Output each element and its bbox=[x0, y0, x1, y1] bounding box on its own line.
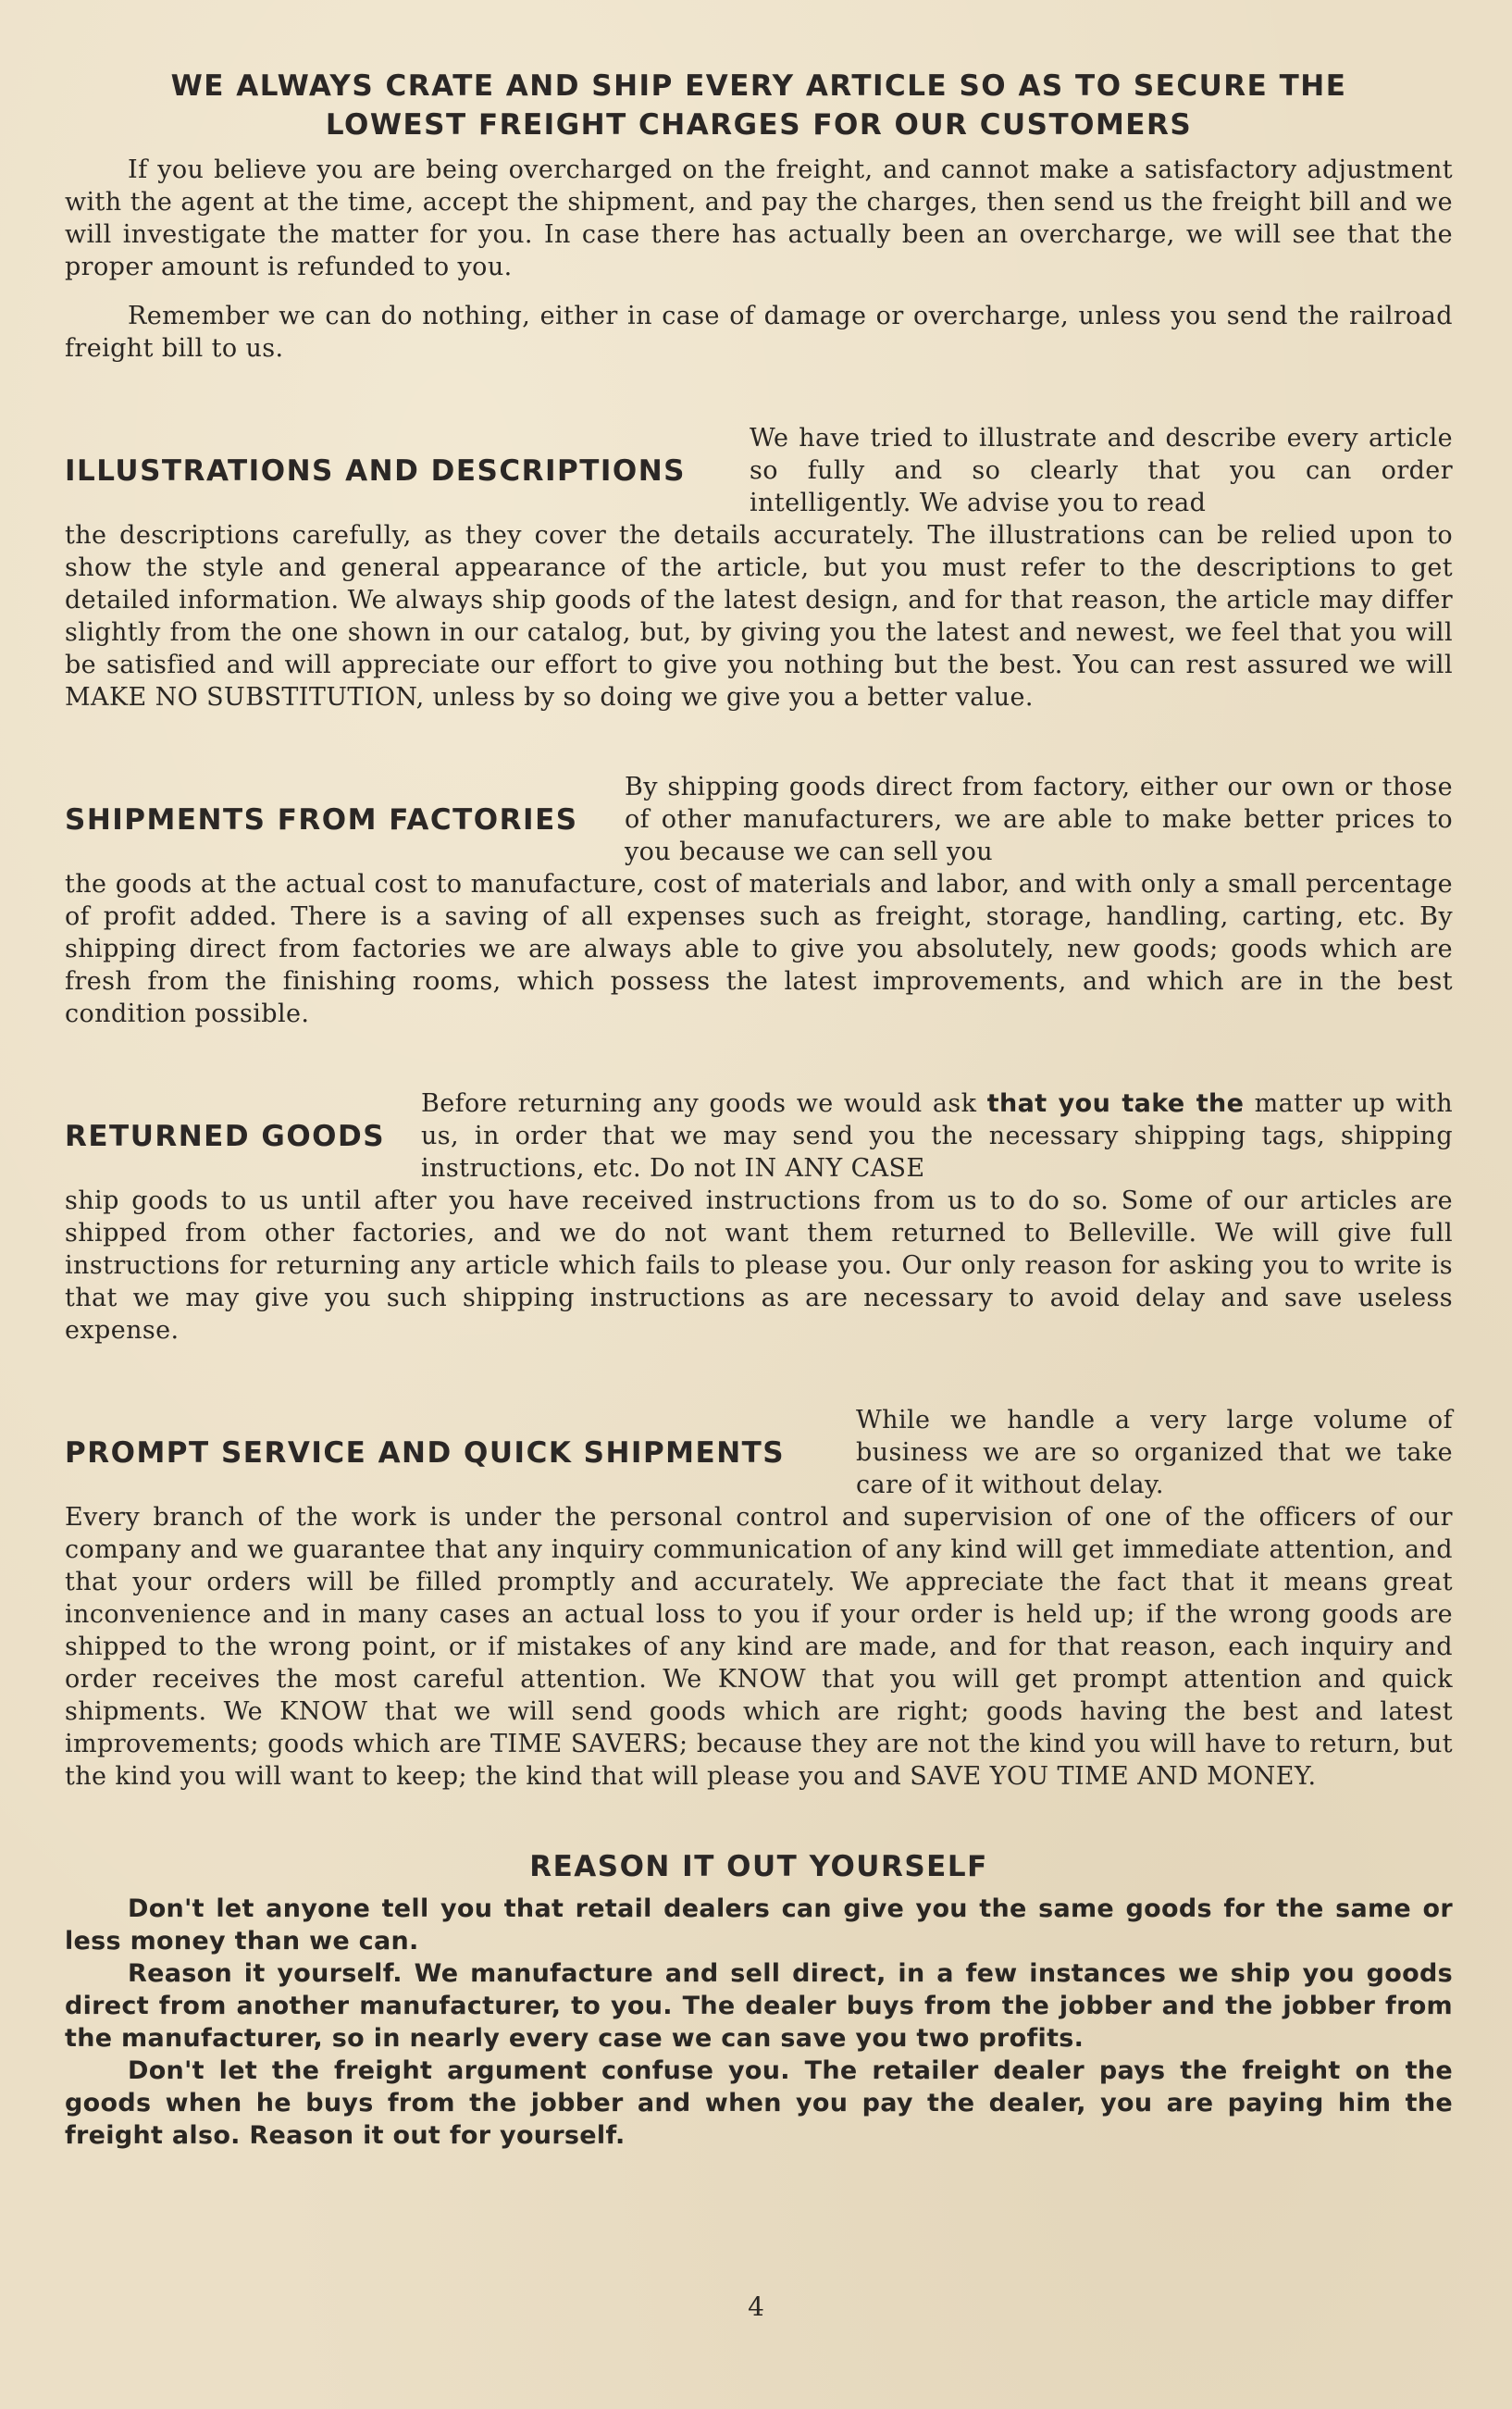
reason-heading: REASON IT OUT YOURSELF bbox=[529, 1850, 988, 1883]
illustrations-heading: ILLUSTRATIONS AND DESCRIPTIONS bbox=[65, 453, 687, 488]
reason-paragraph-2: Reason it yourself. We manufacture and sell direct, in a few instances we ship you goods direct from another manufacturer, to you. The dealer buys from the jobber and the jobber from the manufacturer, so in nearly every case we can save you two profits. bbox=[65, 1959, 1453, 2053]
prompt-lead: While we handle a very large volume of business we are so organized that we take care of it without delay. bbox=[856, 1406, 1453, 1499]
reason-paragraph-1: Don't let anyone tell you that retail dealers can give you the same goods for the same or less money than we can. bbox=[65, 1894, 1453, 1956]
illustrations-section bbox=[65, 422, 1453, 714]
prompt-heading: PROMPT SERVICE AND QUICK SHIPMENTS bbox=[65, 1435, 786, 1470]
page-content bbox=[65, 67, 1453, 2152]
returned-section bbox=[65, 1087, 1453, 1347]
page-number: 4 bbox=[748, 2291, 764, 2322]
prompt-body: Every branch of the work is under the personal control and supervision of one of the officers of our company and we guarantee that any inquiry communication of any kind will get immediate attention, and that your orders will be filled promptly and accurately. We appreciate the fact that it means great inconvenience and in many cases an actual loss to you if your order is held up; if the wrong goods are shipped to the wrong point, or if mistakes of any kind are made, and for that reason, each inquiry and order receives the most careful attention. We KNOW that you will get prompt attention and quick shipments. We KNOW that we will send goods which are right; goods having the best and latest improvements; goods which are TIME SAVERS; because they are not the kind you will have to return, but the kind you will want to keep; the kind that will please you and SAVE YOU TIME AND MONEY. bbox=[65, 1503, 1453, 1791]
main-heading-line-1: WE ALWAYS CRATE AND SHIP EVERY ARTICLE SO AS TO SECURE THE bbox=[170, 69, 1347, 103]
prompt-section bbox=[65, 1404, 1453, 1793]
shipments-section bbox=[65, 771, 1453, 1030]
shipments-body: the goods at the actual cost to manufacture, cost of materials and labor, and with only a small percentage of profit added. There is a saving of all expenses such as freight, storage, handling, carting, etc. By shipping direct from factories we are always able to give you absolutely, new goods; goods which are fresh from the finishing rooms, which possess the latest improvements, and which are in the best condition possible. bbox=[65, 870, 1453, 1028]
returned-body: ship goods to us until after you have received instructions from us to do so. Some of our articles are shipped from other factories, and we do not want them returned to Belleville. We will give full instructions for returning any article which fails to please you. Our only reason for asking you to write is that we may give you such shipping instructions as are necessary to avoid delay and save useless expense. bbox=[65, 1186, 1453, 1345]
returned-lead-part-2: that you take the bbox=[986, 1089, 1245, 1118]
freight-paragraph-1: If you believe you are being overcharged on the freight, and cannot make a satisfactory adjustment with the agent at the time, accept the shipment, and pay the charges, then send us the freight bill and we will investigate the matter for you. In case there has actually been an overcharge, we will see that the proper amount is refunded to you. bbox=[65, 155, 1453, 281]
main-heading-line-2: LOWEST FREIGHT CHARGES FOR OUR CUSTOMERS bbox=[325, 108, 1193, 142]
returned-lead-part-1: Before returning any goods we would ask bbox=[421, 1089, 977, 1118]
shipments-lead: By shipping goods direct from factory, either our own or those of other manufacturers, we are able to make better prices to you because we can sell you bbox=[625, 773, 1453, 866]
returned-lead-part-3: matter up with us, in order that we may send you the necessary shipping tags, shipping instructions, etc. Do not IN ANY CASE bbox=[421, 1089, 1453, 1183]
returned-heading: RETURNED GOODS bbox=[65, 1119, 386, 1153]
illustrations-body: the descriptions carefully, as they cover the details accurately. The illustrations can be relied upon to show the style and general appearance of the article, but you must refer to the descriptions to get detailed information. We always ship goods of the latest design, and for that reason, the article may differ slightly from the one shown in our catalog, but, by giving you the latest and newest, we feel that you will be satisfied and will appreciate our effort to give you nothing but the best. You can rest assured we will MAKE NO SUBSTITUTION, unless by so doing we give you a better value. bbox=[65, 521, 1453, 712]
illustrations-lead: We have tried to illustrate and describe every article so fully and so clearly that you can order intelligently. We advise you to read bbox=[750, 424, 1453, 517]
freight-paragraph-2: Remember we can do nothing, either in case of damage or overcharge, unless you send the railroad freight bill to us. bbox=[65, 302, 1453, 363]
reason-paragraph-3: Don't let the freight argument confuse you. The retailer dealer pays the freight on the goods when he buys from the jobber and when you pay the dealer, you are paying him the freight also. Reason it out for yourself. bbox=[65, 2056, 1453, 2150]
main-heading bbox=[65, 67, 1453, 144]
reason-section bbox=[65, 1850, 1453, 2152]
shipments-heading: SHIPMENTS FROM FACTORIES bbox=[65, 802, 578, 837]
returned-lead bbox=[421, 1087, 1453, 1185]
